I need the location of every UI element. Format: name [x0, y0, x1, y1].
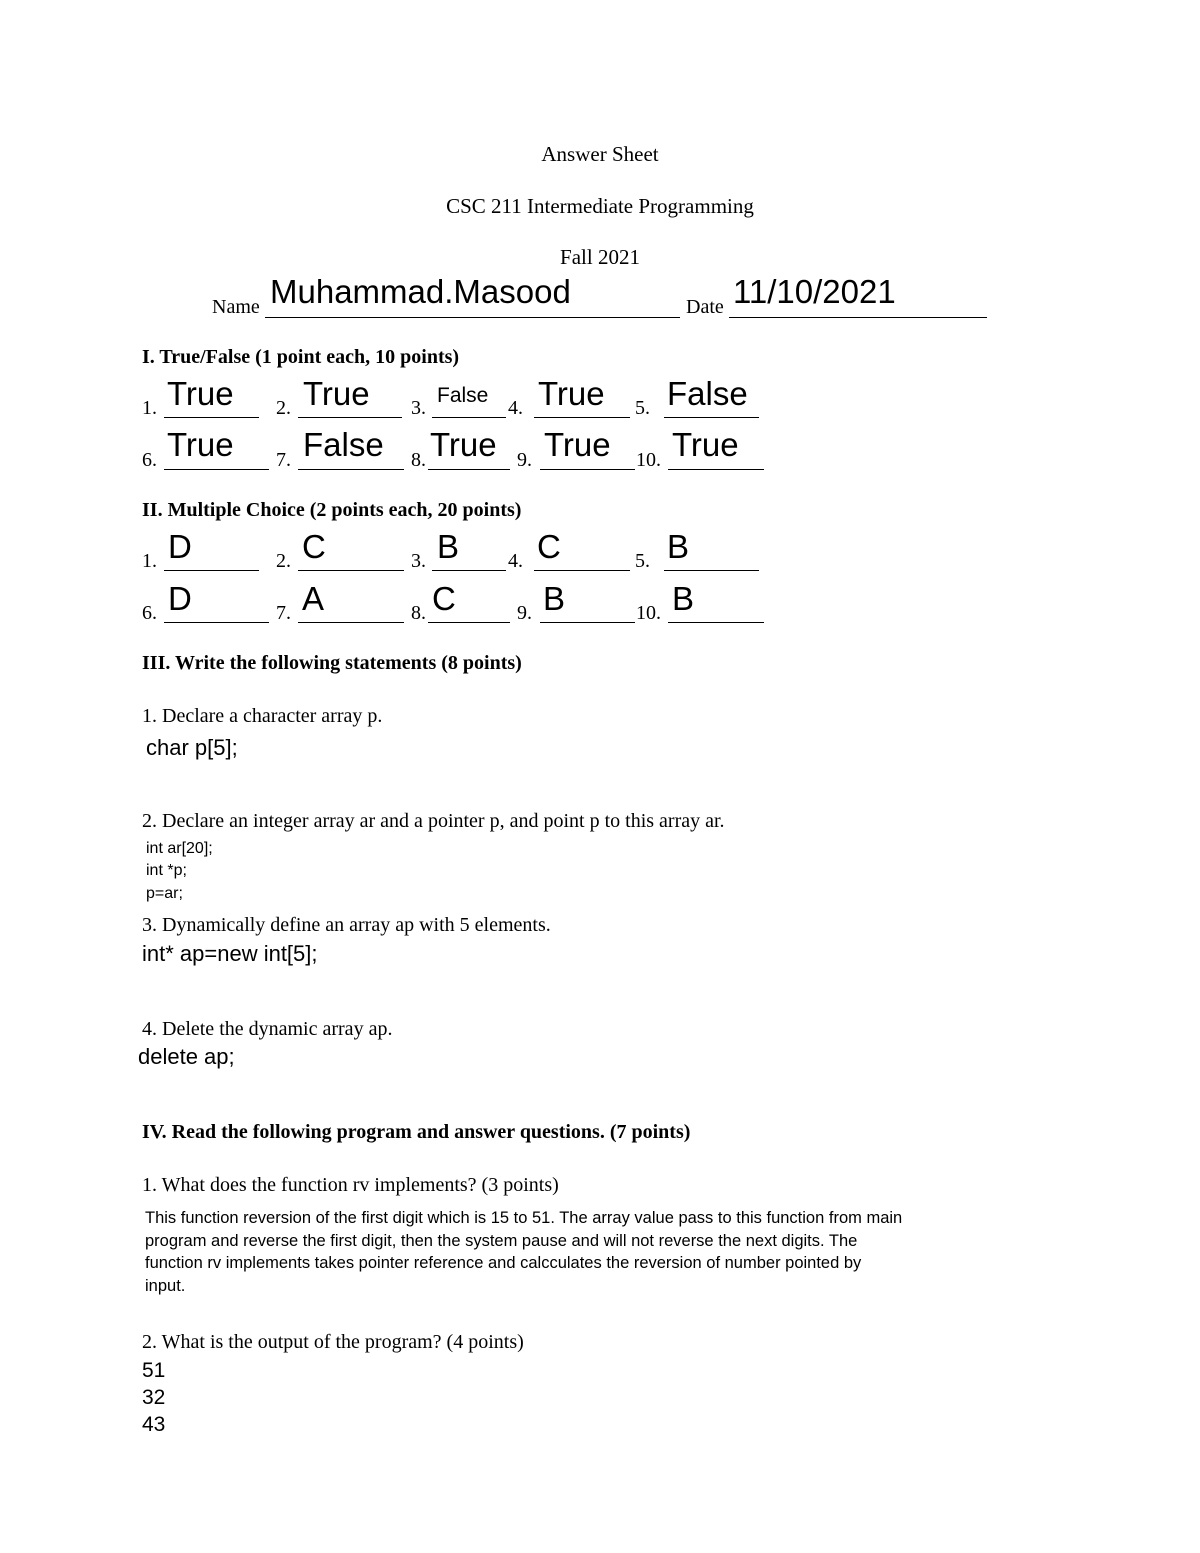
- tf-underline: [664, 417, 759, 418]
- mc-answer: B: [543, 580, 566, 617]
- s3-question-1: 1. Declare a character array p.: [142, 705, 383, 727]
- mc-underline: [540, 622, 635, 623]
- mc-number: 4.: [508, 550, 523, 572]
- mc-answer: C: [537, 528, 561, 565]
- s3-answer-2-line-3[interactable]: p=ar;: [146, 885, 183, 902]
- mc-underline: [298, 570, 404, 571]
- mc-underline: [164, 570, 259, 571]
- tf-answer: False: [667, 375, 748, 412]
- course-title: CSC 211 Intermediate Programming: [446, 194, 754, 218]
- section1-heading: I. True/False (1 point each, 10 points): [142, 346, 460, 368]
- tf-answer: True: [544, 426, 611, 463]
- section2-heading: II. Multiple Choice (2 points each, 20 points): [142, 499, 522, 521]
- tf-number: 3.: [411, 397, 426, 419]
- tf-number: 2.: [276, 397, 291, 419]
- tf-answer: False: [303, 426, 384, 463]
- tf-number: 4.: [508, 397, 523, 419]
- mc-number: 2.: [276, 550, 291, 572]
- tf-answer: True: [538, 375, 605, 412]
- s3-answer-1[interactable]: char p[5];: [146, 735, 238, 760]
- mc-underline: [164, 622, 269, 623]
- tf-underline: [164, 469, 269, 470]
- tf-underline: [298, 417, 402, 418]
- mc-underline: [664, 570, 759, 571]
- tf-underline: [534, 417, 630, 418]
- mc-answer: C: [302, 528, 326, 565]
- mc-number: 1.: [142, 550, 157, 572]
- tf-answer: False: [437, 384, 489, 407]
- tf-number: 5.: [635, 397, 650, 419]
- tf-number: 6.: [142, 449, 157, 471]
- date-label: Date: [686, 296, 724, 318]
- tf-answer: True: [672, 426, 739, 463]
- tf-underline: [164, 417, 259, 418]
- s4-answer-1[interactable]: This function reversion of the first digit which is 15 to 51. The array value pass to this function from main program and reverse the first digit, then the system pause and will not reverse the next digits. The function rv implements takes pointer reference and calcculates the reversion of number pointed by input.: [145, 1209, 903, 1295]
- date-underline: [729, 317, 987, 318]
- date-value: 11/10/2021: [733, 273, 896, 310]
- section4-heading: IV. Read the following program and answer questions. (7 points): [142, 1121, 691, 1143]
- mc-number: 9.: [517, 602, 532, 624]
- mc-answer: D: [168, 528, 192, 565]
- tf-answer: True: [167, 375, 234, 412]
- term-label: Fall 2021: [560, 245, 640, 269]
- s3-answer-4[interactable]: delete ap;: [138, 1044, 235, 1069]
- s3-question-4: 4. Delete the dynamic array ap.: [142, 1018, 393, 1040]
- tf-underline: [540, 469, 635, 470]
- mc-answer: B: [437, 528, 460, 565]
- s3-question-3: 3. Dynamically define an array ap with 5 elements.: [142, 914, 551, 936]
- mc-number: 3.: [411, 550, 426, 572]
- mc-answer: B: [667, 528, 690, 565]
- tf-underline: [428, 469, 510, 470]
- s4-output-line-1[interactable]: 51: [142, 1359, 166, 1382]
- name-value: Muhammad.Masood: [270, 273, 571, 310]
- mc-number: 5.: [635, 550, 650, 572]
- tf-number: 8.: [411, 449, 426, 471]
- mc-answer: B: [672, 580, 695, 617]
- tf-underline: [298, 469, 404, 470]
- section3-heading: III. Write the following statements (8 points): [142, 652, 522, 674]
- mc-number: 10.: [636, 602, 661, 624]
- sheet-title: Answer Sheet: [541, 142, 659, 166]
- s4-output-line-3[interactable]: 43: [142, 1413, 166, 1436]
- mc-underline: [428, 622, 510, 623]
- name-label: Name: [212, 296, 260, 318]
- mc-underline: [432, 570, 506, 571]
- mc-answer: C: [432, 580, 456, 617]
- mc-number: 8.: [411, 602, 426, 624]
- s3-answer-2-line-1[interactable]: int ar[20];: [146, 840, 213, 857]
- mc-underline: [668, 622, 764, 623]
- name-underline: [265, 317, 680, 318]
- mc-underline: [534, 570, 630, 571]
- tf-underline: [668, 469, 764, 470]
- mc-answer: A: [302, 580, 325, 617]
- s4-question-2: 2. What is the output of the program? (4 points): [142, 1331, 524, 1353]
- s3-answer-2-line-2[interactable]: int *p;: [146, 862, 187, 879]
- tf-answer: True: [167, 426, 234, 463]
- s3-question-2: 2. Declare an integer array ar and a pointer p, and point p to this array ar.: [142, 810, 725, 832]
- s3-answer-3[interactable]: int* ap=new int[5];: [142, 941, 318, 966]
- tf-number: 9.: [517, 449, 532, 471]
- s4-question-1: 1. What does the function rv implements? (3 points): [142, 1174, 559, 1196]
- tf-answer: True: [303, 375, 370, 412]
- mc-number: 6.: [142, 602, 157, 624]
- tf-answer: True: [430, 426, 497, 463]
- mc-number: 7.: [276, 602, 291, 624]
- mc-answer: D: [168, 580, 192, 617]
- tf-number: 10.: [636, 449, 661, 471]
- tf-underline: [432, 417, 506, 418]
- tf-number: 1.: [142, 397, 157, 419]
- mc-underline: [298, 622, 404, 623]
- s4-output-line-2[interactable]: 32: [142, 1386, 166, 1409]
- tf-number: 7.: [276, 449, 291, 471]
